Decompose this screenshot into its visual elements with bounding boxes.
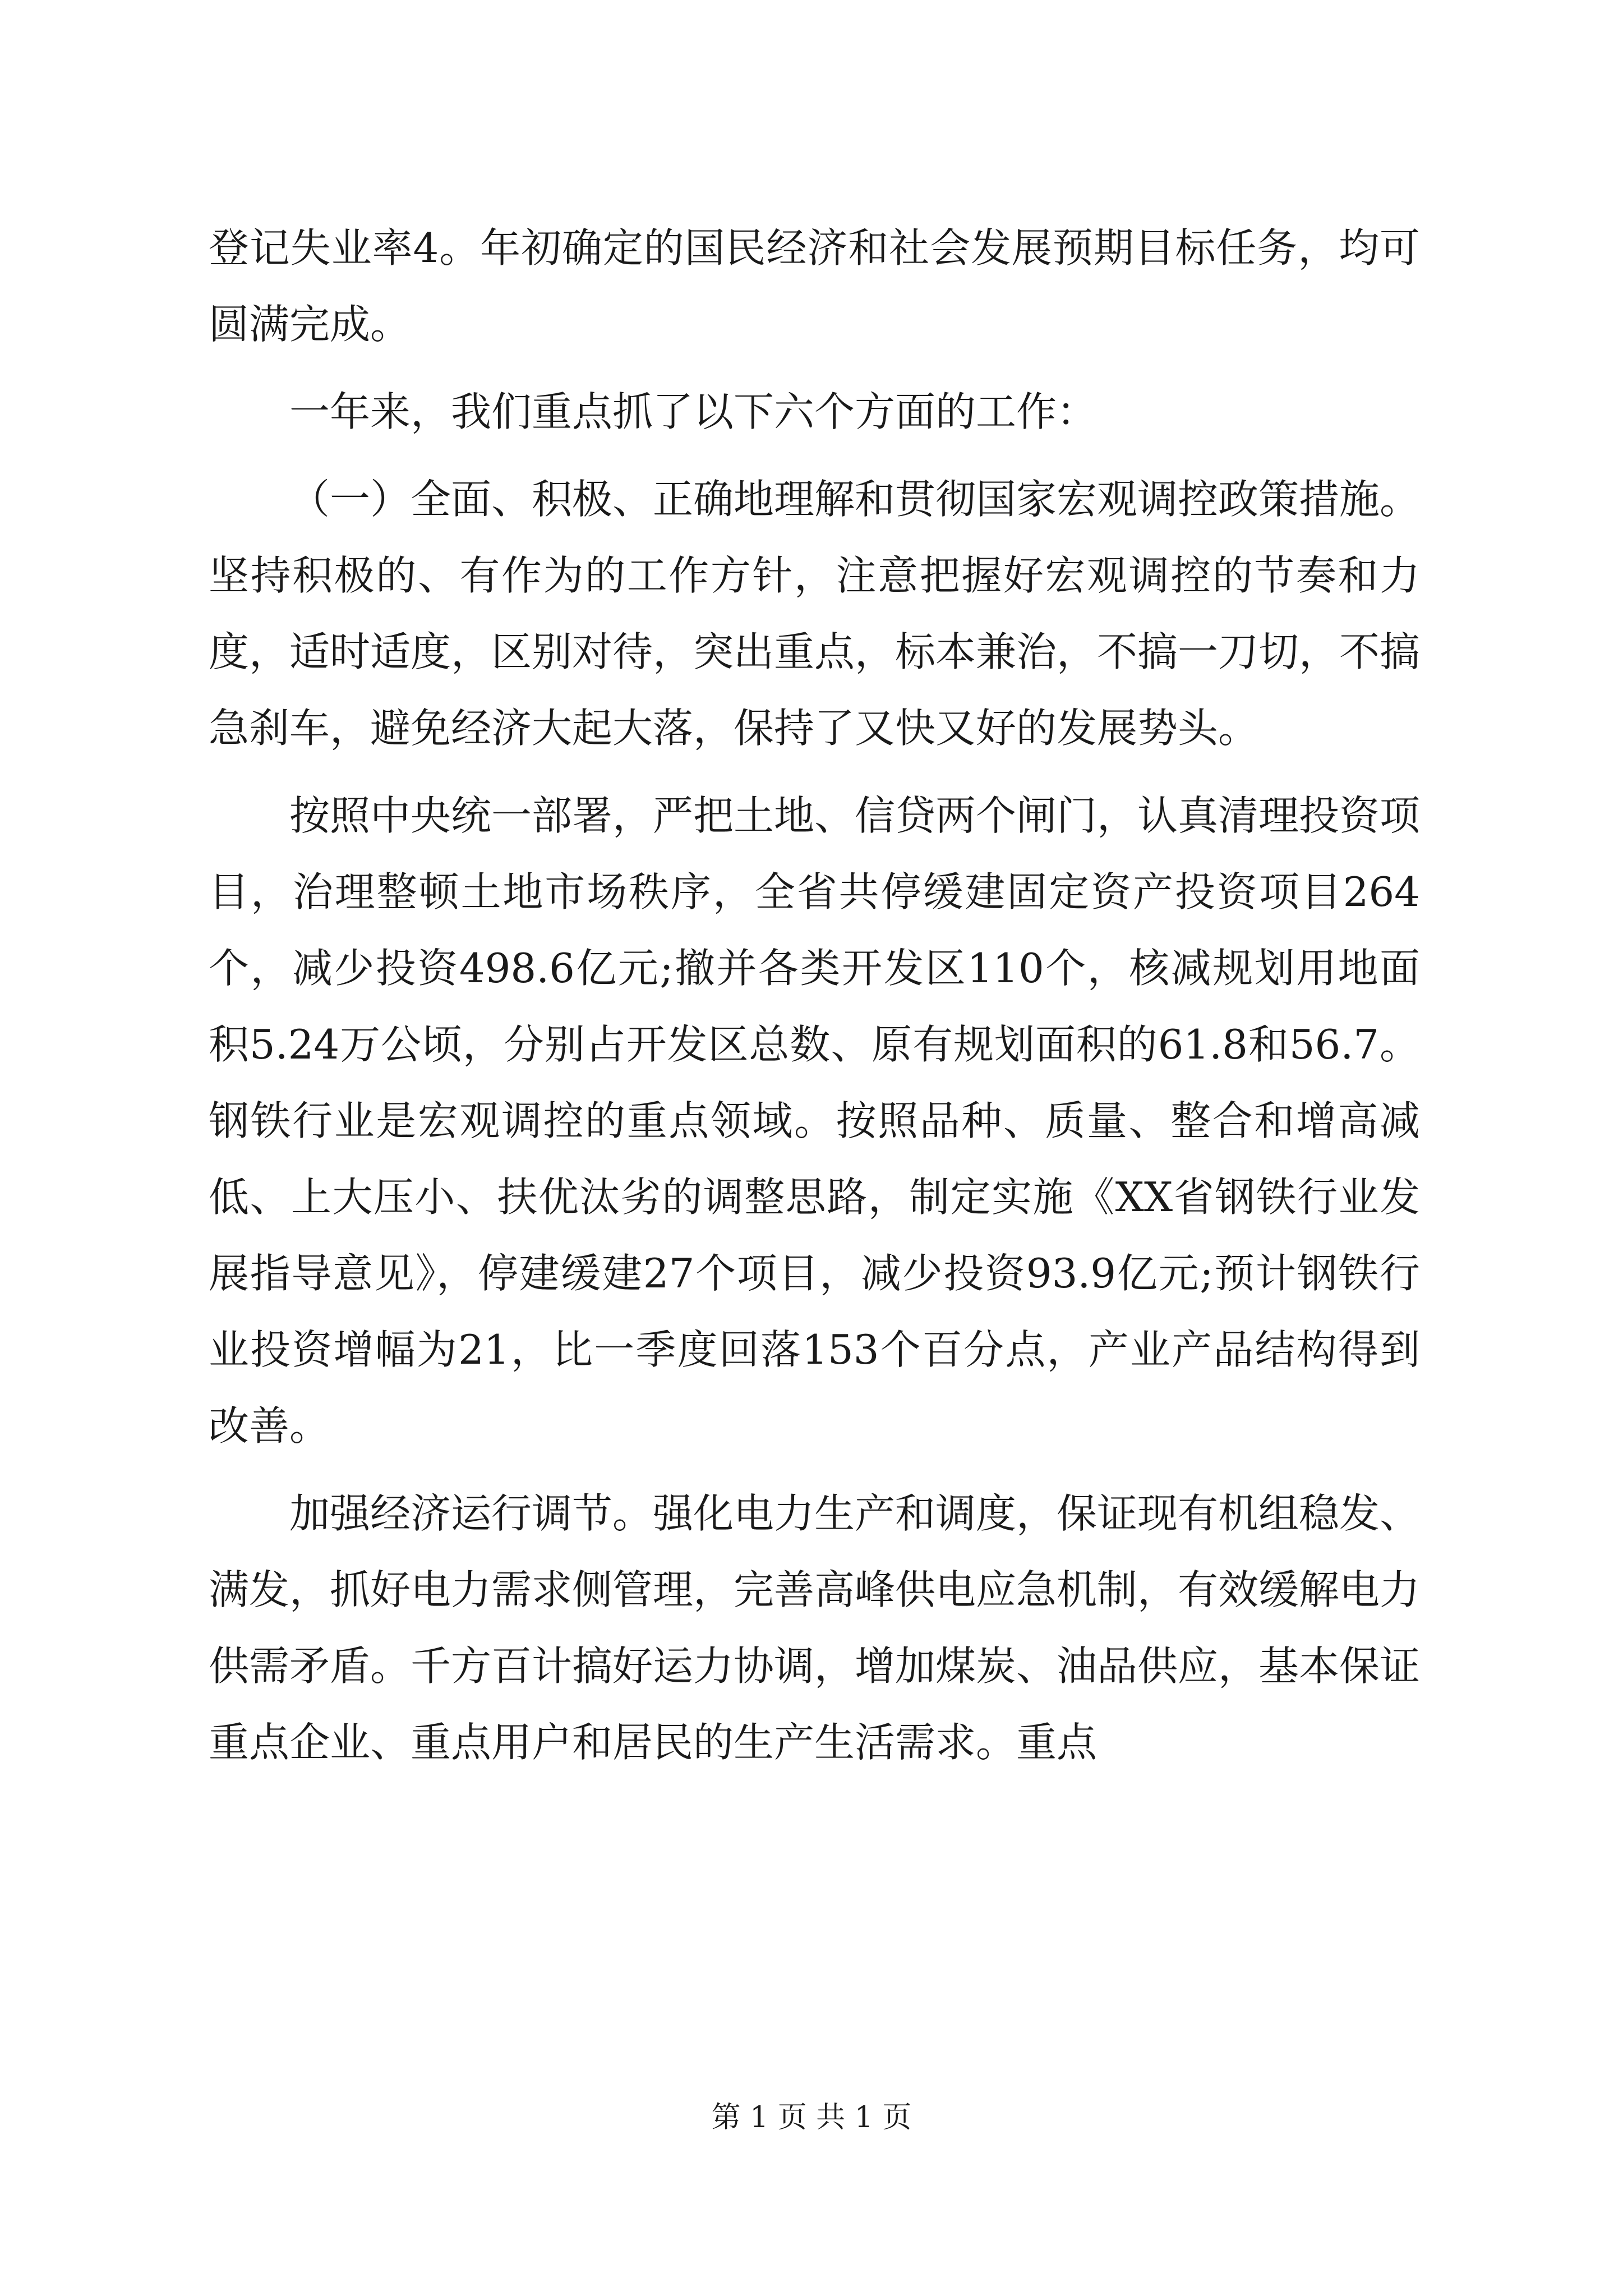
paragraph-1: 登记失业率4。年初确定的国民经济和社会发展预期目标任务，均可圆满完成。 <box>209 224 1420 348</box>
page-footer: 第 1 页 共 1 页 <box>711 2101 912 2134</box>
paragraph-5: 加强经济运行调节。强化电力生产和调度，保证现有机组稳发、满发，抓好电力需求侧管理，完善高峰供电应急机制，有效缓解电力供需矛盾。千方百计搞好运力协调，增加煤炭、油品供应，基本保证重点企业、重点用户和居民的生产生活需求。重点 <box>209 1490 1421 1766</box>
document-body <box>209 210 1420 1792</box>
paragraph-2: 一年来，我们重点抓了以下六个方面的工作： <box>289 388 1098 435</box>
paragraph-4: 按照中央统一部署，严把土地、信贷两个闸门，认真清理投资项目，治理整顿土地市场秩序，全省共停缓建固定资产投资项目264个，减少投资498.6亿元;撤并各类开发区110个，核减规划用地面积5.24万公顷，分别占开发区总数、原有规划面积的61.8和56.7。钢铁行业是宏观调控的重点领域。按照品种、质量、整合和增高减低、上大压小、扶优汰劣的调整思路，制定实施《XX省钢铁行业发展指导意见》，停建缓建27个项目，减少投资93.9亿元;预计钢铁行业投资增幅为21，比一季度回落153个百分点，产业产品结构得到改善。 <box>209 792 1421 1450</box>
paragraph-3: （一）全面、积极、正确地理解和贯彻国家宏观调控政策措施。坚持积极的、有作为的工作方针，注意把握好宏观调控的节奏和力度，适时适度，区别对待，突出重点，标本兼治，不搞一刀切，不搞急刹车，避免经济大起大落，保持了又快又好的发展势头。 <box>209 476 1421 752</box>
